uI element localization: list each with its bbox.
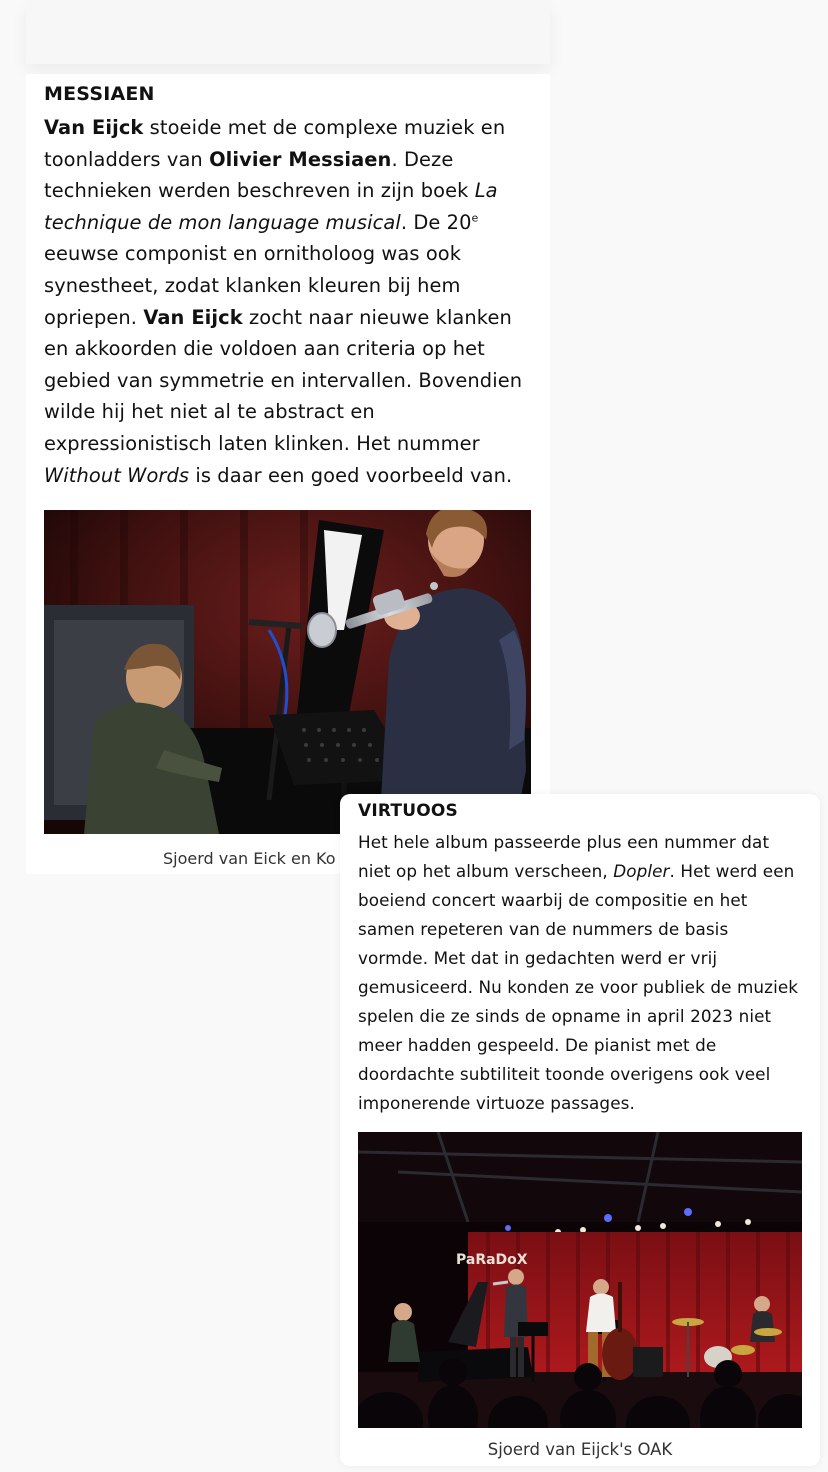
text-run: is daar een goed voorbeeld van.	[189, 463, 513, 487]
stage-photo-illustration	[358, 1132, 802, 1428]
photo-concert-stage[interactable]	[358, 1132, 802, 1428]
text-run: zocht naar nieuwe klanken en akkoorden die voldoen aan criteria op het gebied van symmetrie en intervallen. Bovendien wilde hij het niet al te abstract en expressionistisch laten klinken. Het nummer	[44, 305, 523, 455]
italic-run: Without Words	[44, 463, 190, 487]
italic-run: La technique de mon language musical	[44, 179, 498, 234]
text-run: . De 20	[400, 210, 472, 234]
section-heading: VIRTUOOS	[358, 801, 458, 821]
article-section-messiaen	[26, 74, 550, 874]
bold-run: Olivier Messiaen	[209, 147, 392, 171]
section-paragraph	[358, 828, 802, 1118]
text-run: . Deze technieken werden beschreven in zijn boek	[44, 147, 475, 203]
concert-photo-illustration	[44, 510, 531, 834]
article-section-virtuoos	[340, 794, 820, 1466]
bold-run: Van Eijck	[44, 116, 144, 139]
superscript-run: e	[471, 211, 479, 225]
photo-caption: Sjoerd van Eick en Ko	[163, 849, 336, 868]
top-bar-shadow	[26, 0, 550, 64]
bold-run: Van Eijck	[143, 305, 243, 329]
text-run: eeuwse componist en ornitholoog was ook synestheet, zodat klanken kleuren bij hem opriepen.	[44, 242, 462, 329]
photo-caption: Sjoerd van Eijck's OAK	[487, 1440, 673, 1459]
text-run: . Het werd een boeiend concert waarbij de compositie en het samen repeteren van de nummers de basis vormde. Met dat in gedachten werd er vrij gemusiceerd. Nu konden ze voor publiek de muziek spelen die ze sinds de opname in april 2023 niet meer hadden gespeeld. De pianist met de doordachte subtiliteit toonde overigens ook veel imponerende virtuoze passages.	[358, 861, 799, 1113]
venue-sign: PaRaDoX	[456, 1252, 528, 1268]
section-heading: MESSIAEN	[44, 83, 155, 105]
photo-trumpet-piano[interactable]	[44, 510, 531, 834]
text-run: Het hele album passeerde plus een nummer dat niet op het album verscheen,	[358, 832, 770, 881]
text-run: stoeide met de complexe muziek en toonladders van	[44, 116, 506, 171]
section-paragraph	[44, 112, 532, 491]
italic-run: Dopler	[613, 861, 670, 881]
